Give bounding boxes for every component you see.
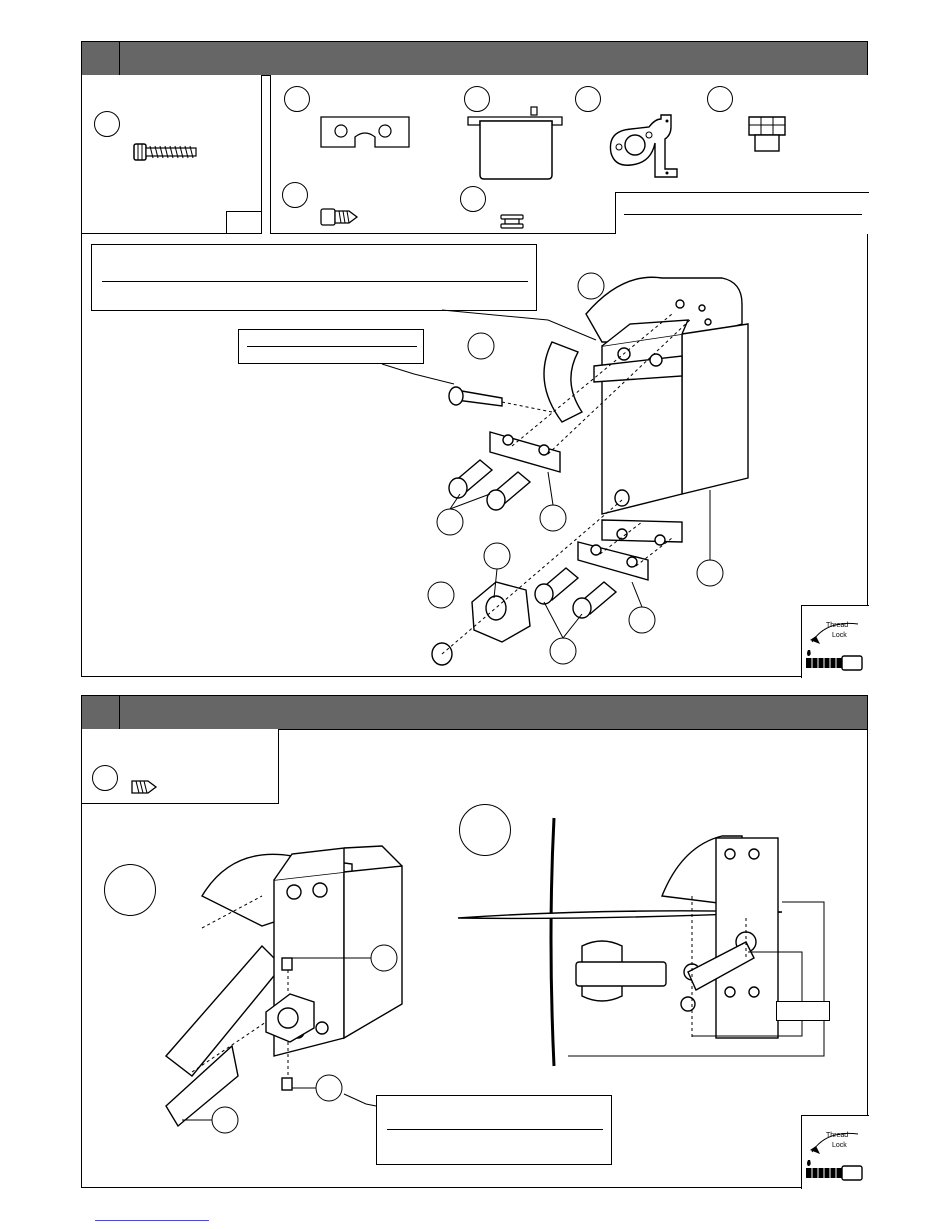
thread-lock-icon bbox=[802, 606, 870, 679]
thread-lock-text-thread: Thread bbox=[826, 622, 849, 629]
detail-view-label-b bbox=[459, 804, 511, 856]
note-tag-small bbox=[776, 1001, 830, 1021]
footer-link-underline[interactable] bbox=[95, 1220, 209, 1221]
thread-lock-text-lock: Lock bbox=[832, 1142, 847, 1149]
thread-lock-icon bbox=[802, 1116, 870, 1190]
step-2-panel bbox=[81, 695, 868, 1188]
thread-lock-badge bbox=[801, 1115, 869, 1189]
note-line bbox=[387, 1129, 603, 1130]
thread-lock-text-lock: Lock bbox=[832, 632, 847, 639]
instruction-callout-bottom bbox=[376, 1095, 612, 1165]
step-1-panel bbox=[81, 41, 868, 677]
thread-lock-badge bbox=[801, 605, 869, 678]
thread-lock-text-thread: Thread bbox=[826, 1132, 849, 1139]
servo-assembly-illustration bbox=[82, 42, 869, 678]
